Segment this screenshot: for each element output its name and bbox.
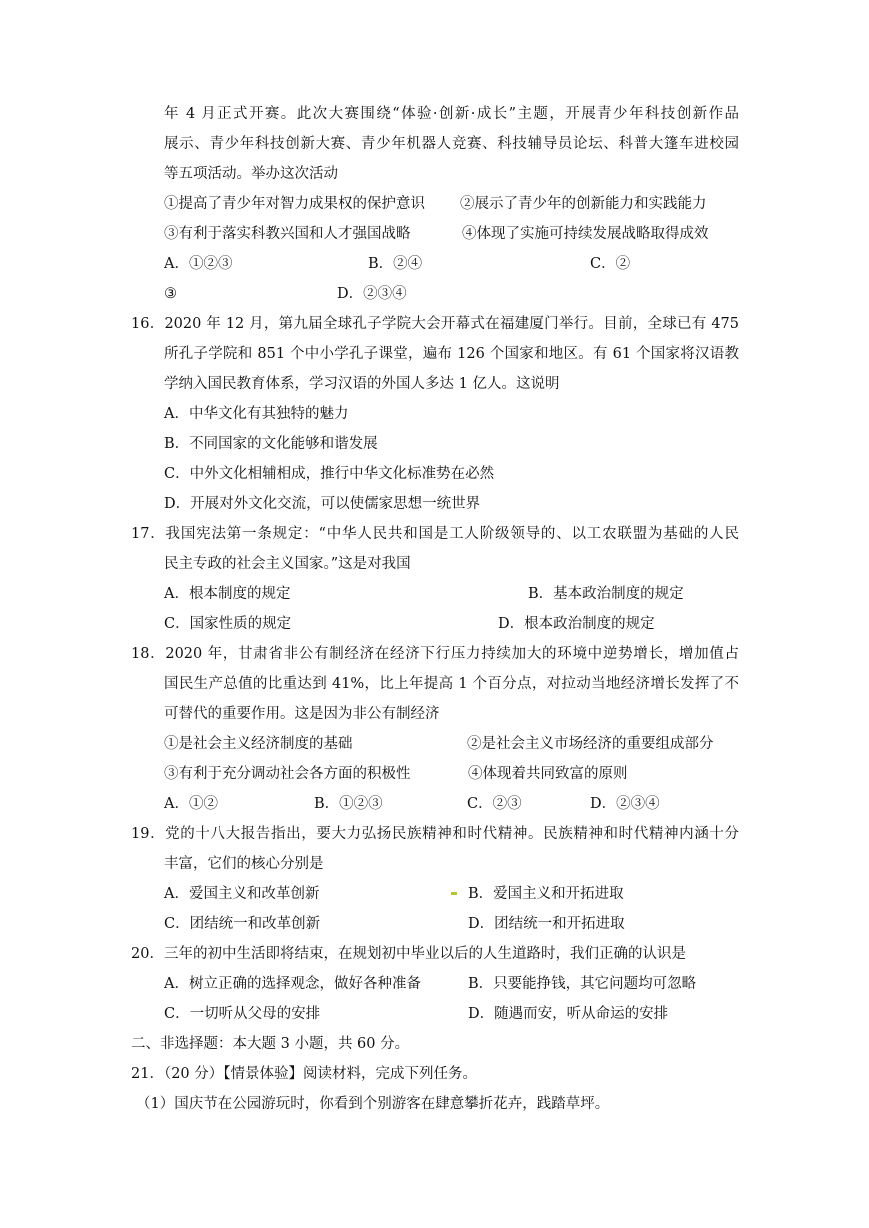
q16-line-2: 所孔子学院和 851 个中小学孔子课堂，遍布 126 个国家和地区。有 61 个国家将汉语教: [164, 346, 739, 362]
q16-option-a: A．中华文化有其独特的魅力: [164, 406, 349, 422]
q19-option-c: C．团结统一和改革创新: [164, 916, 321, 932]
q15-line-2: 展示、青少年科技创新大赛、青少年机器人竞赛、科技辅导员论坛、科普大篷车进校园: [164, 136, 739, 152]
q16-option-c: C．中外文化相辅相成，推行中华文化标准势在必然: [164, 466, 495, 482]
q16-line-1: 16．2020 年 12 月，第九届全球孔子学院大会开幕式在福建厦门举行。目前，全球已有 475: [131, 316, 739, 332]
q17-option-a: A．根本制度的规定: [164, 586, 291, 602]
q18-option-b: B．①②③: [314, 796, 383, 812]
q18-option-d: D．②③④: [590, 796, 660, 812]
q17-option-c: C．国家性质的规定: [164, 616, 292, 632]
q16-option-b: B．不同国家的文化能够和谐发展: [164, 436, 378, 452]
q18-option-c: C．②③: [467, 796, 522, 812]
q20-line-1: 20．三年的初中生活即将结束，在规划初中毕业以后的人生道路时，我们正确的认识是: [131, 946, 686, 962]
q19-line-2: 丰富，它们的核心分别是: [164, 856, 324, 872]
q20-option-b: B．只要能挣钱，其它问题均可忽略: [468, 976, 697, 992]
q16-option-d: D．开展对外文化交流，可以使儒家思想一统世界: [164, 496, 481, 512]
q18-statement-1: ①是社会主义经济制度的基础: [164, 736, 353, 752]
q15-option-b: B．②④: [368, 256, 423, 272]
q21-line-1: 21．（20 分）【情景体验】阅读材料，完成下列任务。: [131, 1066, 478, 1082]
q19-option-b: B．爱国主义和开拓进取: [468, 886, 624, 902]
q18-statement-2: ②是社会主义市场经济的重要组成部分: [467, 736, 714, 752]
q19-line-1: 19．党的十八大报告指出，要大力弘扬民族精神和时代精神。民族精神和时代精神内涵十分: [131, 826, 739, 842]
q17-option-d: D．根本政治制度的规定: [498, 616, 655, 632]
q15-option-c-continued: ③: [164, 286, 177, 302]
q15-option-d: D．②③④: [337, 286, 407, 302]
q21-subquestion-1: （1）国庆节在公园游玩时，你看到个别游客在肆意攀折花卉，践踏草坪。: [136, 1096, 610, 1112]
q20-option-c: C．一切听从父母的安排: [164, 1006, 321, 1022]
q18-option-a: A．①②: [164, 796, 218, 812]
q15-line-1: 年 4 月正式开赛。此次大赛围绕“体验·创新·成长”主题，开展青少年科技创新作品: [164, 106, 739, 122]
q19-option-a: A．爱国主义和改革创新: [164, 886, 320, 902]
q18-line-1: 18．2020 年，甘肃省非公有制经济在经济下行压力持续加大的环境中逆势增长，增加值占: [131, 646, 739, 662]
q20-option-d: D．随遇而安，听从命运的安排: [468, 1006, 669, 1022]
q16-line-3: 学纳入国民教育体系，学习汉语的外国人多达 1 亿人。这说明: [164, 376, 560, 392]
section-heading: 二、非选择题：本大题 3 小题，共 60 分。: [131, 1036, 410, 1052]
q15-option-c: C．②: [590, 256, 631, 272]
q20-option-a: A．树立正确的选择观念，做好各种准备: [164, 976, 421, 992]
q15-statement-3: ③有利于落实科教兴国和人才强国战略: [164, 226, 411, 242]
q15-statement-4: ④体现了实施可持续发展战略取得成效: [462, 226, 709, 242]
q18-line-3: 可替代的重要作用。这是因为非公有制经济: [164, 706, 440, 722]
q18-line-2: 国民生产总值的比重达到 41%，比上年提高 1 个百分点，对拉动当地经济增长发挥了不: [164, 676, 739, 692]
q15-line-3: 等五项活动。举办这次活动: [164, 166, 338, 182]
scan-speck: [451, 892, 457, 895]
q15-option-a: A．①②③: [164, 256, 233, 272]
q19-option-d: D．团结统一和开拓进取: [468, 916, 625, 932]
q17-option-b: B．基本政治制度的规定: [528, 586, 684, 602]
q15-statement-2: ②展示了青少年的创新能力和实践能力: [460, 196, 707, 212]
q18-statement-4: ④体现着共同致富的原则: [468, 766, 628, 782]
q15-statement-1: ①提高了青少年对智力成果权的保护意识: [164, 196, 425, 212]
q17-line-2: 民主专政的社会主义国家。”这是对我国: [164, 556, 411, 572]
q18-statement-3: ③有利于充分调动社会各方面的积极性: [164, 766, 411, 782]
q17-line-1: 17．我国宪法第一条规定：“中华人民共和国是工人阶级领导的、以工农联盟为基础的人民: [131, 526, 739, 542]
